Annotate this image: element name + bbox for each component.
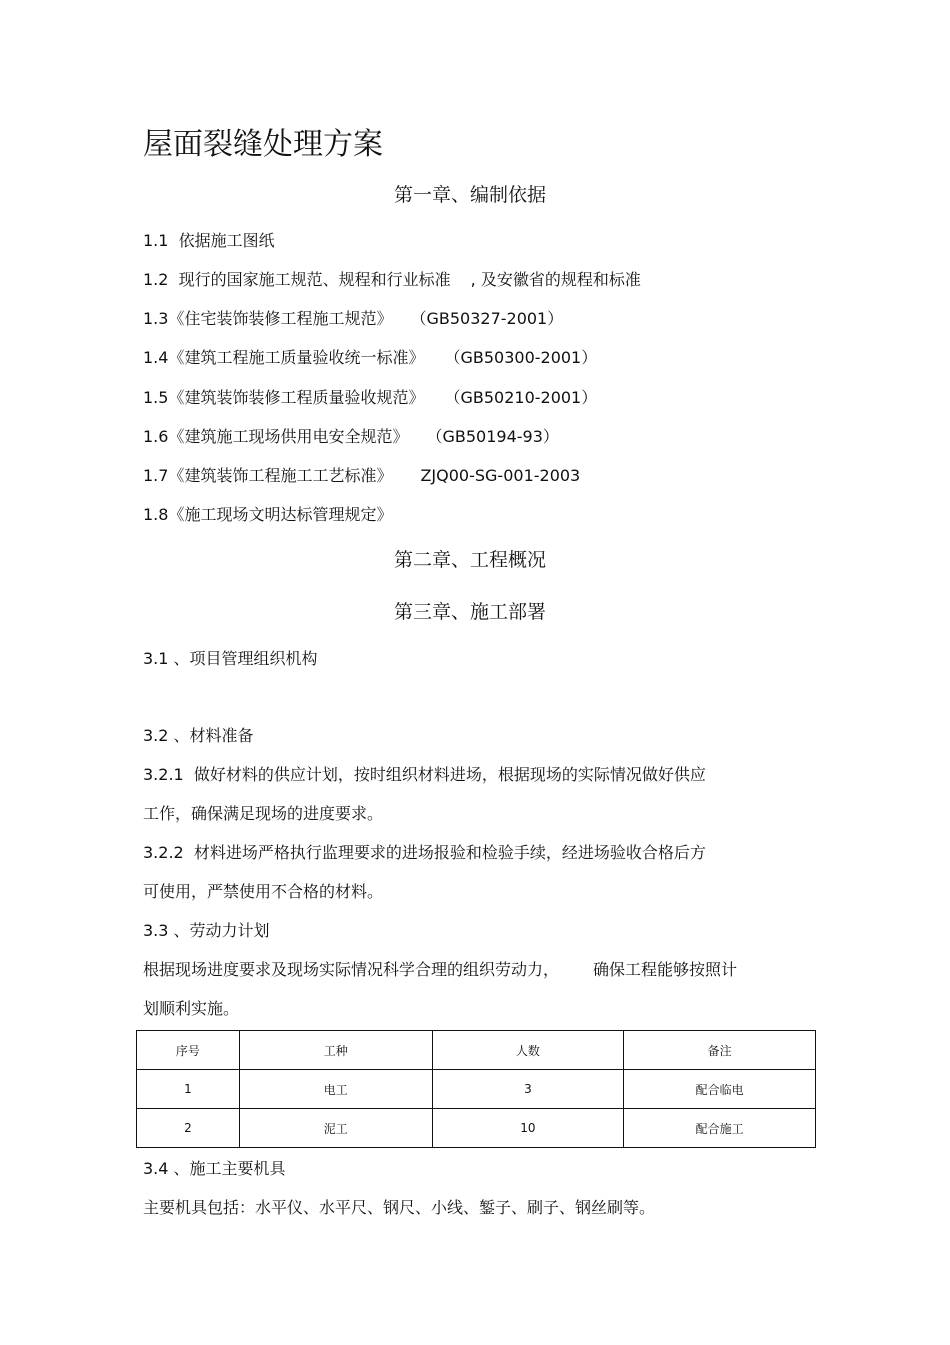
item-text: 依据施工图纸 bbox=[178, 231, 275, 250]
item-text: 《施工现场文明达标管理规定》 bbox=[168, 505, 393, 524]
item-text: 《建筑工程施工质量验收统一标准》 bbox=[168, 348, 425, 367]
item-number: 1.5 bbox=[143, 388, 169, 407]
item-text: 《建筑装饰工程施工工艺标准》 bbox=[168, 466, 393, 485]
table-cell: 配合临电 bbox=[624, 1070, 816, 1109]
item-number: 1.2 bbox=[143, 270, 169, 289]
paragraph-text: 材料进场严格执行监理要求的进场报验和检验手续，经进场验收合格后方 bbox=[193, 843, 706, 862]
table-row bbox=[137, 1109, 816, 1148]
section-3-1-heading: 3.1 、项目管理组织机构 bbox=[143, 649, 318, 668]
item-text: 《建筑装饰装修工程质量验收规范》 bbox=[168, 388, 425, 407]
table-header-row bbox=[137, 1031, 816, 1070]
table-header-cell: 工种 bbox=[239, 1031, 432, 1070]
table-cell: 3 bbox=[432, 1070, 624, 1109]
item-number: 3.2.1 bbox=[143, 765, 184, 784]
section-3-3-heading: 3.3 、劳动力计划 bbox=[143, 921, 270, 940]
basis-item-1-6 bbox=[143, 425, 559, 449]
chapter-2-heading: 第二章、工程概况 bbox=[393, 549, 546, 571]
item-number: 1.1 bbox=[143, 231, 169, 250]
paragraph-3-2-1-line-1 bbox=[143, 763, 706, 787]
table-header-cell: 序号 bbox=[137, 1031, 240, 1070]
item-tail: , 及安徽省的规程和标准 bbox=[470, 270, 641, 289]
item-number: 1.6 bbox=[143, 427, 169, 446]
table-header-cell: 人数 bbox=[432, 1031, 624, 1070]
basis-item-1-8 bbox=[143, 503, 392, 527]
chapter-1-heading: 第一章、编制依据 bbox=[393, 184, 546, 206]
basis-item-1-5 bbox=[143, 386, 597, 410]
chapter-3-heading: 第三章、施工部署 bbox=[393, 601, 546, 623]
item-code: （GB50300-2001） bbox=[444, 348, 598, 367]
labor-plan-table bbox=[136, 1030, 816, 1148]
table-header-cell: 备注 bbox=[624, 1031, 816, 1070]
item-number: 1.7 bbox=[143, 466, 169, 485]
paragraph-3-3-line-2: 划顺利实施。 bbox=[143, 999, 240, 1018]
item-number: 3.2.2 bbox=[143, 843, 184, 862]
paragraph-3-2-1-line-2: 工作，确保满足现场的进度要求。 bbox=[143, 804, 384, 823]
paragraph-text: 做好材料的供应计划，按时组织材料进场，根据现场的实际情况做好供应 bbox=[193, 765, 706, 784]
item-text: 《建筑施工现场供用电安全规范》 bbox=[168, 427, 409, 446]
basis-item-1-7 bbox=[143, 464, 580, 488]
item-text: 《住宅装饰装修工程施工规范》 bbox=[168, 309, 393, 328]
paragraph-3-3-line-1 bbox=[143, 958, 737, 982]
item-number: 1.3 bbox=[143, 309, 169, 328]
section-3-2-heading: 3.2 、材料准备 bbox=[143, 726, 254, 745]
table-cell: 电工 bbox=[239, 1070, 432, 1109]
table-cell: 泥工 bbox=[239, 1109, 432, 1148]
section-3-4-heading: 3.4 、施工主要机具 bbox=[143, 1159, 286, 1178]
item-code: （GB50327-2001） bbox=[410, 309, 564, 328]
item-number: 1.4 bbox=[143, 348, 169, 367]
table-cell: 1 bbox=[137, 1070, 240, 1109]
table-row bbox=[137, 1070, 816, 1109]
item-number: 1.8 bbox=[143, 505, 169, 524]
table-cell: 10 bbox=[432, 1109, 624, 1148]
paragraph-text: 根据现场进度要求及现场实际情况科学合理的组织劳动力， bbox=[143, 960, 560, 979]
basis-item-1-4 bbox=[143, 346, 597, 370]
table-cell: 2 bbox=[137, 1109, 240, 1148]
item-code: ZJQ00-SG-001-2003 bbox=[420, 466, 581, 485]
paragraph-3-2-2-line-1 bbox=[143, 841, 706, 865]
document-title: 屋面裂缝处理方案 bbox=[143, 127, 383, 162]
item-text: 现行的国家施工规范、规程和行业标准 bbox=[178, 270, 451, 289]
paragraph-text: 确保工程能够按照计 bbox=[593, 960, 738, 979]
basis-item-1-3 bbox=[143, 307, 563, 331]
table-cell: 配合施工 bbox=[624, 1109, 816, 1148]
paragraph-3-2-2-line-2: 可使用，严禁使用不合格的材料。 bbox=[143, 882, 384, 901]
basis-item-1-2 bbox=[143, 268, 641, 292]
item-code: （GB50194-93） bbox=[426, 427, 559, 446]
paragraph-3-4: 主要机具包括：水平仪、水平尺、钢尺、小线、錾子、刷子、钢丝刷等。 bbox=[143, 1198, 656, 1217]
item-code: （GB50210-2001） bbox=[444, 388, 598, 407]
basis-item-1-1 bbox=[143, 229, 275, 253]
